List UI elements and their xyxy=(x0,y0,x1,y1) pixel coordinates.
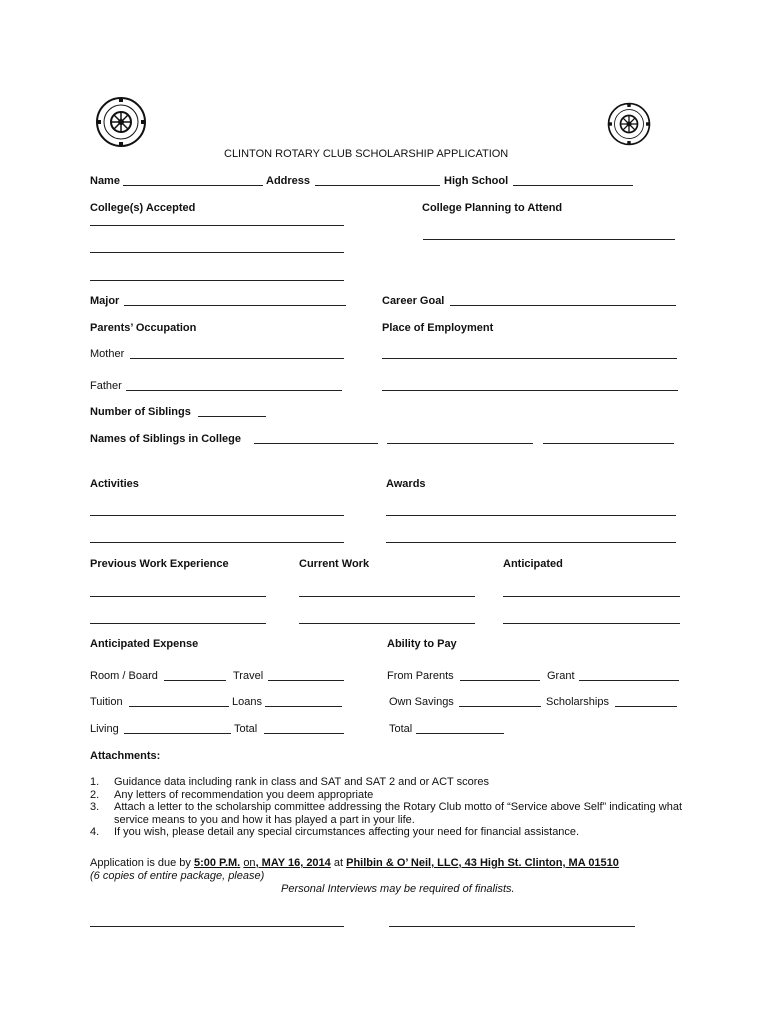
high-school-field[interactable] xyxy=(513,185,633,186)
copies-note: (6 copies of entire package, please) xyxy=(90,870,265,882)
rotary-logo-right xyxy=(606,101,652,147)
room-board-label: Room / Board xyxy=(90,670,158,682)
grant-label: Grant xyxy=(547,670,575,682)
own-savings-field[interactable] xyxy=(459,706,541,707)
colleges-accepted-field-2[interactable] xyxy=(90,252,344,253)
attachments-list xyxy=(90,776,690,839)
attachments-heading: Attachments: xyxy=(90,750,161,762)
colleges-accepted-field-3[interactable] xyxy=(90,280,344,281)
travel-label: Travel xyxy=(233,670,264,682)
due-line: Application is due by 5:00 P.M. on, MAY 16, 2014 at Philbin & O’ Neil, LLC, 43 High St. Clinton, MA 01510 xyxy=(90,857,619,869)
previous-work-label: Previous Work Experience xyxy=(90,558,229,570)
anticipated-work-field-1[interactable] xyxy=(503,596,680,597)
expense-total-label: Total xyxy=(234,723,258,735)
current-work-field-2[interactable] xyxy=(299,623,475,624)
college-planning-label: College Planning to Attend xyxy=(422,202,563,214)
signature-field-2[interactable] xyxy=(389,926,635,927)
names-of-siblings-label: Names of Siblings in College xyxy=(90,433,241,445)
rotary-logo-left xyxy=(94,96,148,148)
sibling-field-2[interactable] xyxy=(387,443,533,444)
from-parents-field[interactable] xyxy=(460,680,540,681)
anticipated-expense-label: Anticipated Expense xyxy=(90,638,199,650)
anticipated-label: Anticipated xyxy=(503,558,563,570)
scholarships-field[interactable] xyxy=(615,706,677,707)
pay-total-label: Total xyxy=(389,723,413,735)
pay-total-field[interactable] xyxy=(416,733,504,734)
own-savings-label: Own Savings xyxy=(389,696,454,708)
activities-label: Activities xyxy=(90,478,139,490)
number-of-siblings-label: Number of Siblings xyxy=(90,406,191,418)
father-field[interactable] xyxy=(126,390,342,391)
tuition-field[interactable] xyxy=(129,706,229,707)
mother-label: Mother xyxy=(90,348,125,360)
address-label: Address xyxy=(266,175,311,187)
ability-to-pay-label: Ability to Pay xyxy=(387,638,457,650)
colleges-accepted-field-1[interactable] xyxy=(90,225,344,226)
expense-total-field[interactable] xyxy=(264,733,344,734)
loans-label: Loans xyxy=(232,696,262,708)
grant-field[interactable] xyxy=(579,680,679,681)
awards-field-1[interactable] xyxy=(386,515,676,516)
list-item: 4. If you wish, please detail any special circumstances affecting your need for financial assistance. xyxy=(90,826,580,838)
sibling-field-1[interactable] xyxy=(254,443,378,444)
address-field[interactable] xyxy=(315,185,440,186)
current-work-label: Current Work xyxy=(299,558,370,570)
college-planning-field[interactable] xyxy=(423,239,675,240)
living-label: Living xyxy=(90,723,119,735)
name-label: Name xyxy=(90,175,120,187)
living-field[interactable] xyxy=(124,733,231,734)
mother-employment-field[interactable] xyxy=(382,358,677,359)
loans-field[interactable] xyxy=(265,706,342,707)
room-board-field[interactable] xyxy=(164,680,226,681)
parents-occupation-label: Parents’ Occupation xyxy=(90,322,197,334)
interviews-note: Personal Interviews may be required of finalists. xyxy=(281,883,515,895)
activities-field-2[interactable] xyxy=(90,542,344,543)
current-work-field-1[interactable] xyxy=(299,596,475,597)
career-goal-field[interactable] xyxy=(450,305,676,306)
father-employment-field[interactable] xyxy=(382,390,678,391)
previous-work-field-1[interactable] xyxy=(90,596,266,597)
father-label: Father xyxy=(90,380,122,392)
major-field[interactable] xyxy=(124,305,346,306)
previous-work-field-2[interactable] xyxy=(90,623,266,624)
number-of-siblings-field[interactable] xyxy=(198,416,266,417)
activities-field-1[interactable] xyxy=(90,515,344,516)
list-item: 3. Attach a letter to the scholarship committee addressing the Rotary Club motto of “Service above Self” indicating what service means to you and how it has played a part in your life. xyxy=(90,801,683,826)
from-parents-label: From Parents xyxy=(387,670,454,682)
name-field[interactable] xyxy=(123,185,263,186)
place-of-employment-label: Place of Employment xyxy=(382,322,494,334)
list-item: 1. Guidance data including rank in class and SAT and SAT 2 and or ACT scores xyxy=(90,776,490,788)
tuition-label: Tuition xyxy=(90,696,123,708)
anticipated-work-field-2[interactable] xyxy=(503,623,680,624)
scholarships-label: Scholarships xyxy=(546,696,609,708)
career-goal-label: Career Goal xyxy=(382,295,445,307)
major-label: Major xyxy=(90,295,120,307)
awards-label: Awards xyxy=(386,478,426,490)
list-item: 2. Any letters of recommendation you deem appropriate xyxy=(90,788,374,801)
mother-field[interactable] xyxy=(130,358,344,359)
colleges-accepted-label: College(s) Accepted xyxy=(90,202,196,214)
page-title: CLINTON ROTARY CLUB SCHOLARSHIP APPLICATION xyxy=(224,148,509,160)
awards-field-2[interactable] xyxy=(386,542,676,543)
sibling-field-3[interactable] xyxy=(543,443,674,444)
travel-field[interactable] xyxy=(268,680,344,681)
signature-field-1[interactable] xyxy=(90,926,344,927)
high-school-label: High School xyxy=(444,175,509,187)
